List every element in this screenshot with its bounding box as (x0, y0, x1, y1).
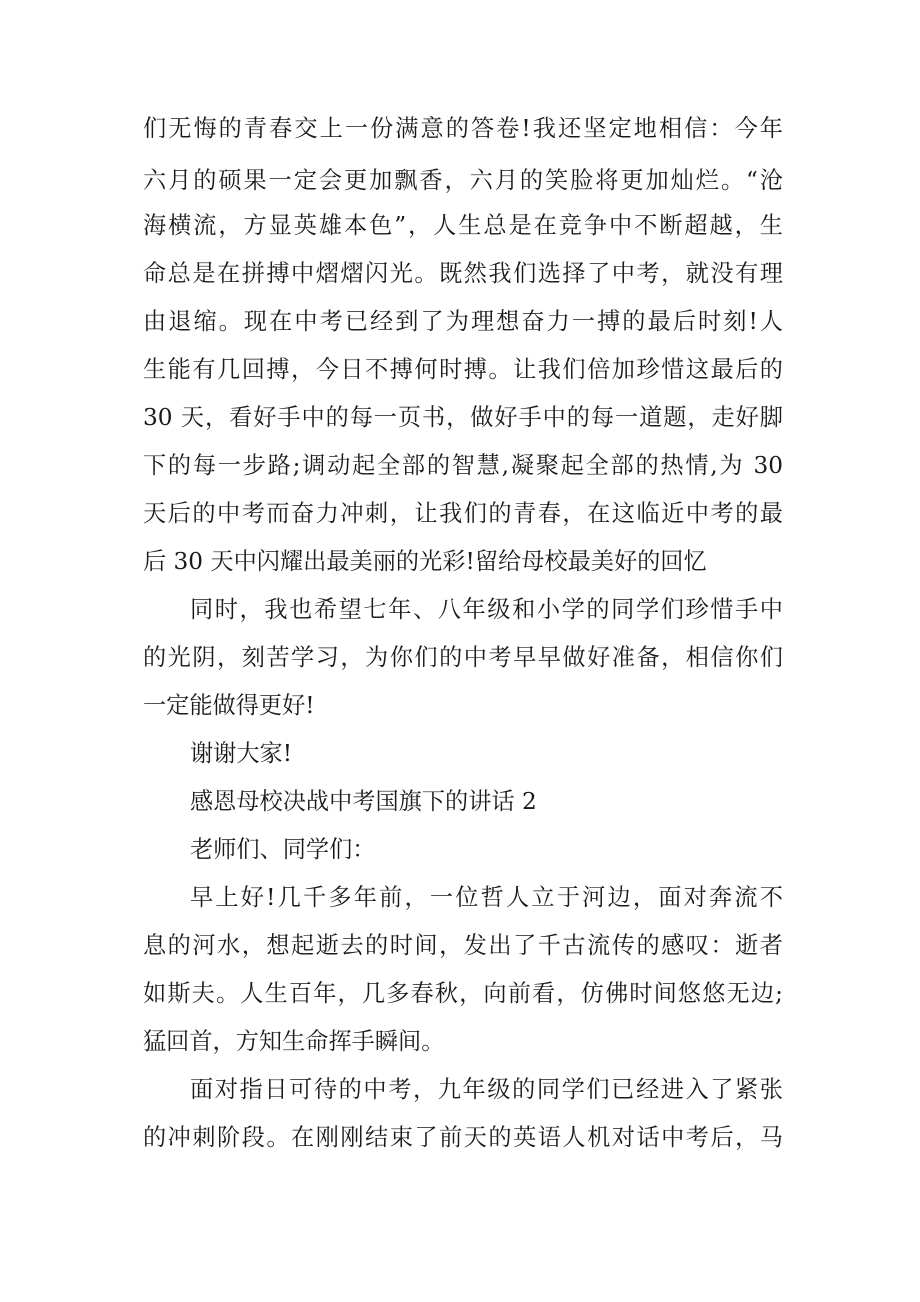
text-line: 生能有几回搏，今日不搏何时搏。让我们倍加珍惜这最后的 (143, 356, 783, 383)
text-line: 一定能做得更好! (143, 692, 315, 719)
speech-title: 感恩母校决战中考国旗下的讲话 2 (190, 788, 537, 815)
text-line: 如斯夫。人生百年，几多春秋，向前看，仿佛时间悠悠无边; (143, 980, 783, 1007)
text-line: 下的每一步路;调动起全部的智慧,凝聚起全部的热情,为 30 (143, 452, 783, 479)
text-line: 猛回首，方知生命挥手瞬间。 (143, 1028, 445, 1055)
text-line: 后 30 天中闪耀出最美丽的光彩!留给母校最美好的回忆 (143, 548, 707, 575)
salutation: 老师们、同学们： (190, 836, 376, 863)
text-line: 海横流，方显英雄本色”，人生总是在竞争中不断超越，生 (143, 212, 783, 239)
text-line: 30 天，看好手中的每一页书，做好手中的每一道题，走好脚 (143, 404, 783, 431)
text-line: 六月的硕果一定会更加飘香，六月的笑脸将更加灿烂。“沧 (143, 167, 783, 194)
paragraph-first-line: 面对指日可待的中考，九年级的同学们已经进入了紧张 (190, 1076, 783, 1103)
closing-thanks: 谢谢大家! (190, 740, 293, 767)
paragraph-first-line: 早上好!几千多年前，一位哲人立于河边，面对奔流不 (190, 884, 783, 911)
text-line: 息的河水，想起逝去的时间，发出了千古流传的感叹：逝者 (143, 932, 783, 959)
text-line: 的冲刺阶段。在刚刚结束了前天的英语人机对话中考后，马 (143, 1124, 783, 1151)
text-line: 天后的中考而奋力冲刺，让我们的青春，在这临近中考的最 (143, 500, 783, 527)
text-line: 们无悔的青春交上一份满意的答卷!我还坚定地相信：今年 (143, 115, 783, 142)
text-line: 命总是在拼搏中熠熠闪光。既然我们选择了中考，就没有理 (143, 260, 783, 287)
text-line: 的光阴，刻苦学习，为你们的中考早早做好准备，相信你们 (143, 644, 783, 671)
text-line: 由退缩。现在中考已经到了为理想奋力一搏的最后时刻!人 (143, 308, 783, 335)
paragraph-first-line: 同时，我也希望七年、八年级和小学的同学们珍惜手中 (190, 596, 783, 623)
